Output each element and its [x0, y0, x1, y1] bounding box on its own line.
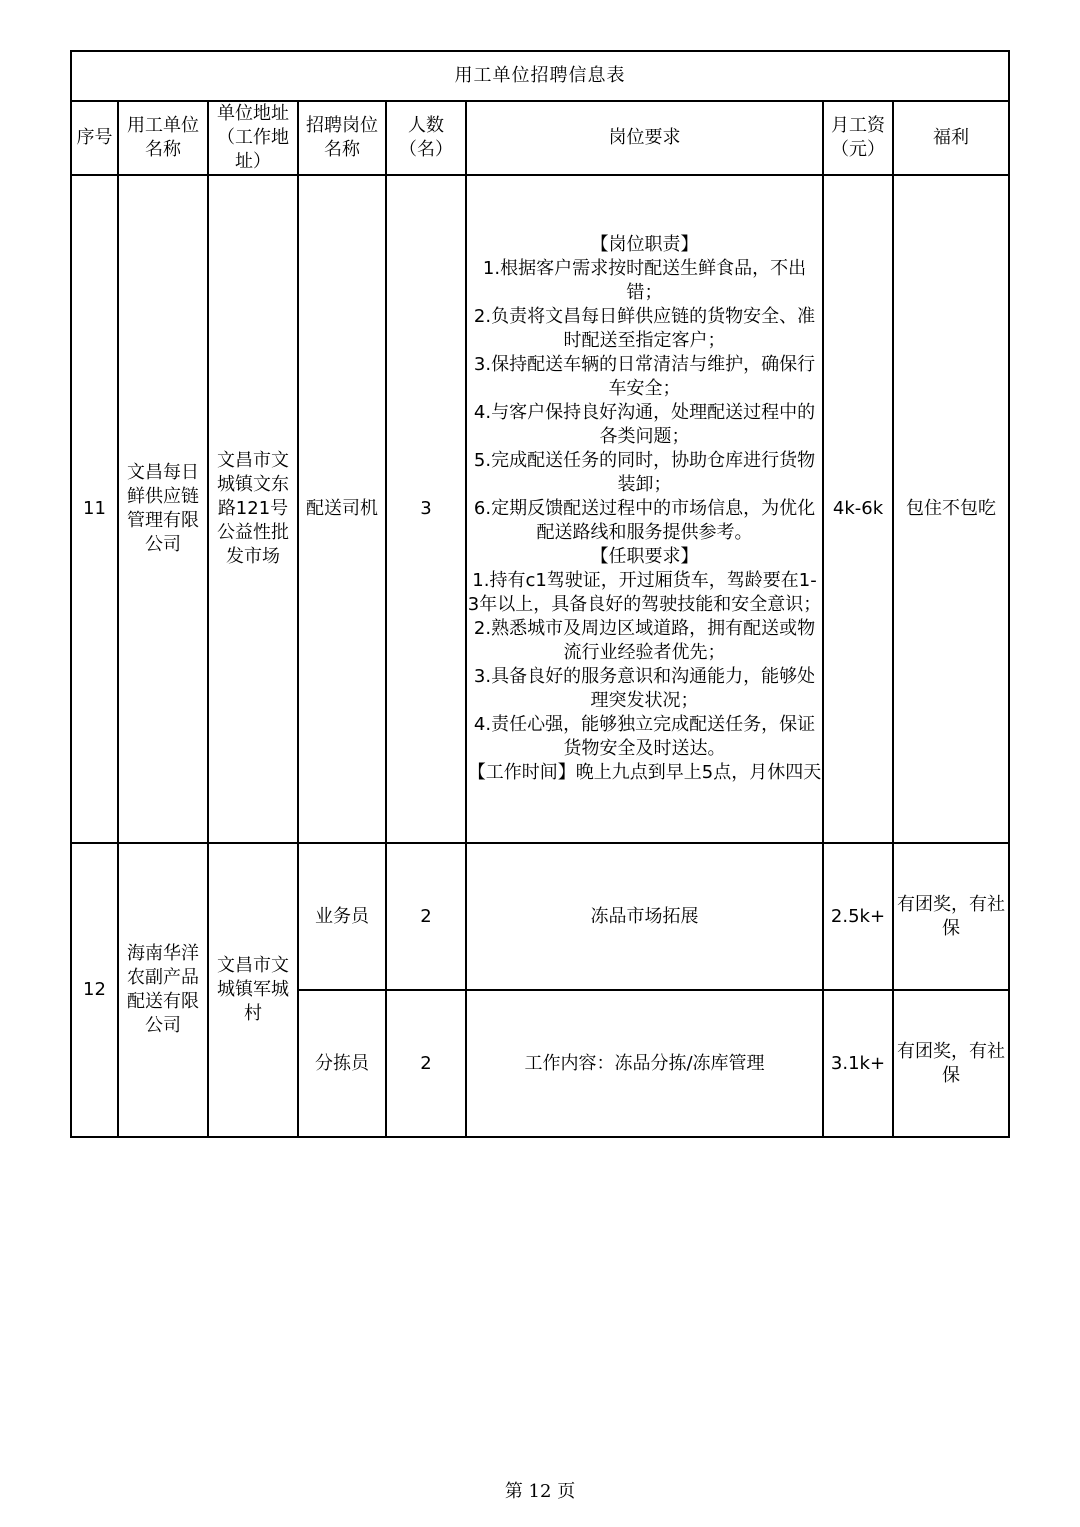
- row-seq: 12: [71, 843, 118, 1137]
- row-position: 业务员: [298, 843, 386, 990]
- row-company: 海南华洋农副产品配送有限公司: [118, 843, 208, 1137]
- row-requirements: 工作内容：冻品分拣/冻库管理: [466, 990, 823, 1137]
- header-requirements: 岗位要求: [466, 101, 823, 175]
- row-requirements: 冻品市场拓展: [466, 843, 823, 990]
- header-company: 用工单位名称: [118, 101, 208, 175]
- row-seq: 11: [71, 175, 118, 843]
- requirement-line: 4.责任心强，能够独立完成配送任务，保证货物安全及时送达。: [473, 714, 816, 759]
- header-seq: 序号: [71, 101, 118, 175]
- row-salary: 2.5k+: [823, 843, 893, 990]
- header-row: [71, 101, 1009, 175]
- requirement-line: 5.完成配送任务的同时，协助仓库进行货物装卸；: [473, 450, 816, 495]
- requirement-line: 1.根据客户需求按时配送生鲜食品，不出错；: [482, 258, 807, 303]
- row-address: 文昌市文城镇文东路121号公益性批发市场: [208, 175, 298, 843]
- table-row: [71, 175, 1009, 843]
- recruitment-table: [70, 50, 1010, 1138]
- requirement-line: 3.具备良好的服务意识和沟通能力，能够处理突发状况；: [473, 666, 816, 711]
- page-number: 12: [528, 1481, 552, 1502]
- row-address: 文昌市文城镇军城村: [208, 843, 298, 1137]
- row-count: 2: [386, 990, 466, 1137]
- row-welfare: 有团奖，有社保: [893, 843, 1009, 990]
- table-row: [71, 843, 1009, 990]
- requirement-line: 6.定期反馈配送过程中的市场信息，为优化配送路线和服务提供参考。: [473, 498, 816, 543]
- requirement-line: 3.保持配送车辆的日常清洁与维护，确保行车安全；: [473, 354, 816, 399]
- requirement-line: 【岗位职责】: [590, 234, 699, 255]
- header-count: 人数（名）: [386, 101, 466, 175]
- row-salary: 3.1k+: [823, 990, 893, 1137]
- footer-prefix: 第: [504, 1481, 523, 1502]
- row-salary: 4k-6k: [823, 175, 893, 843]
- row-count: 2: [386, 843, 466, 990]
- page-footer: [0, 1477, 1080, 1503]
- requirement-line: 2.熟悉城市及周边区域道路，拥有配送或物流行业经验者优先；: [473, 618, 816, 663]
- row-company: 文昌每日鲜供应链管理有限公司: [118, 175, 208, 843]
- header-position: 招聘岗位名称: [298, 101, 386, 175]
- header-welfare: 福利: [893, 101, 1009, 175]
- header-salary: 月工资（元）: [823, 101, 893, 175]
- table-title: 用工单位招聘信息表: [71, 51, 1009, 101]
- requirement-line: 4.与客户保持良好沟通，处理配送过程中的各类问题；: [473, 402, 816, 447]
- requirement-line: 2.负责将文昌每日鲜供应链的货物安全、准时配送至指定客户；: [473, 306, 816, 351]
- requirement-line: 1.持有c1驾驶证，开过厢货车，驾龄要在1-3年以上，具备良好的驾驶技能和安全意识；: [467, 570, 822, 615]
- row-welfare: 包住不包吃: [893, 175, 1009, 843]
- row-welfare: 有团奖，有社保: [893, 990, 1009, 1137]
- row-position: 配送司机: [298, 175, 386, 843]
- footer-suffix: 页: [557, 1481, 576, 1502]
- header-address: 单位地址（工作地址）: [208, 101, 298, 175]
- row-count: 3: [386, 175, 466, 843]
- row-requirements: [466, 175, 823, 843]
- requirement-line: 【任职要求】: [590, 546, 699, 567]
- row-position: 分拣员: [298, 990, 386, 1137]
- requirement-line: 【工作时间】晚上九点到早上5点，月休四天: [467, 762, 822, 783]
